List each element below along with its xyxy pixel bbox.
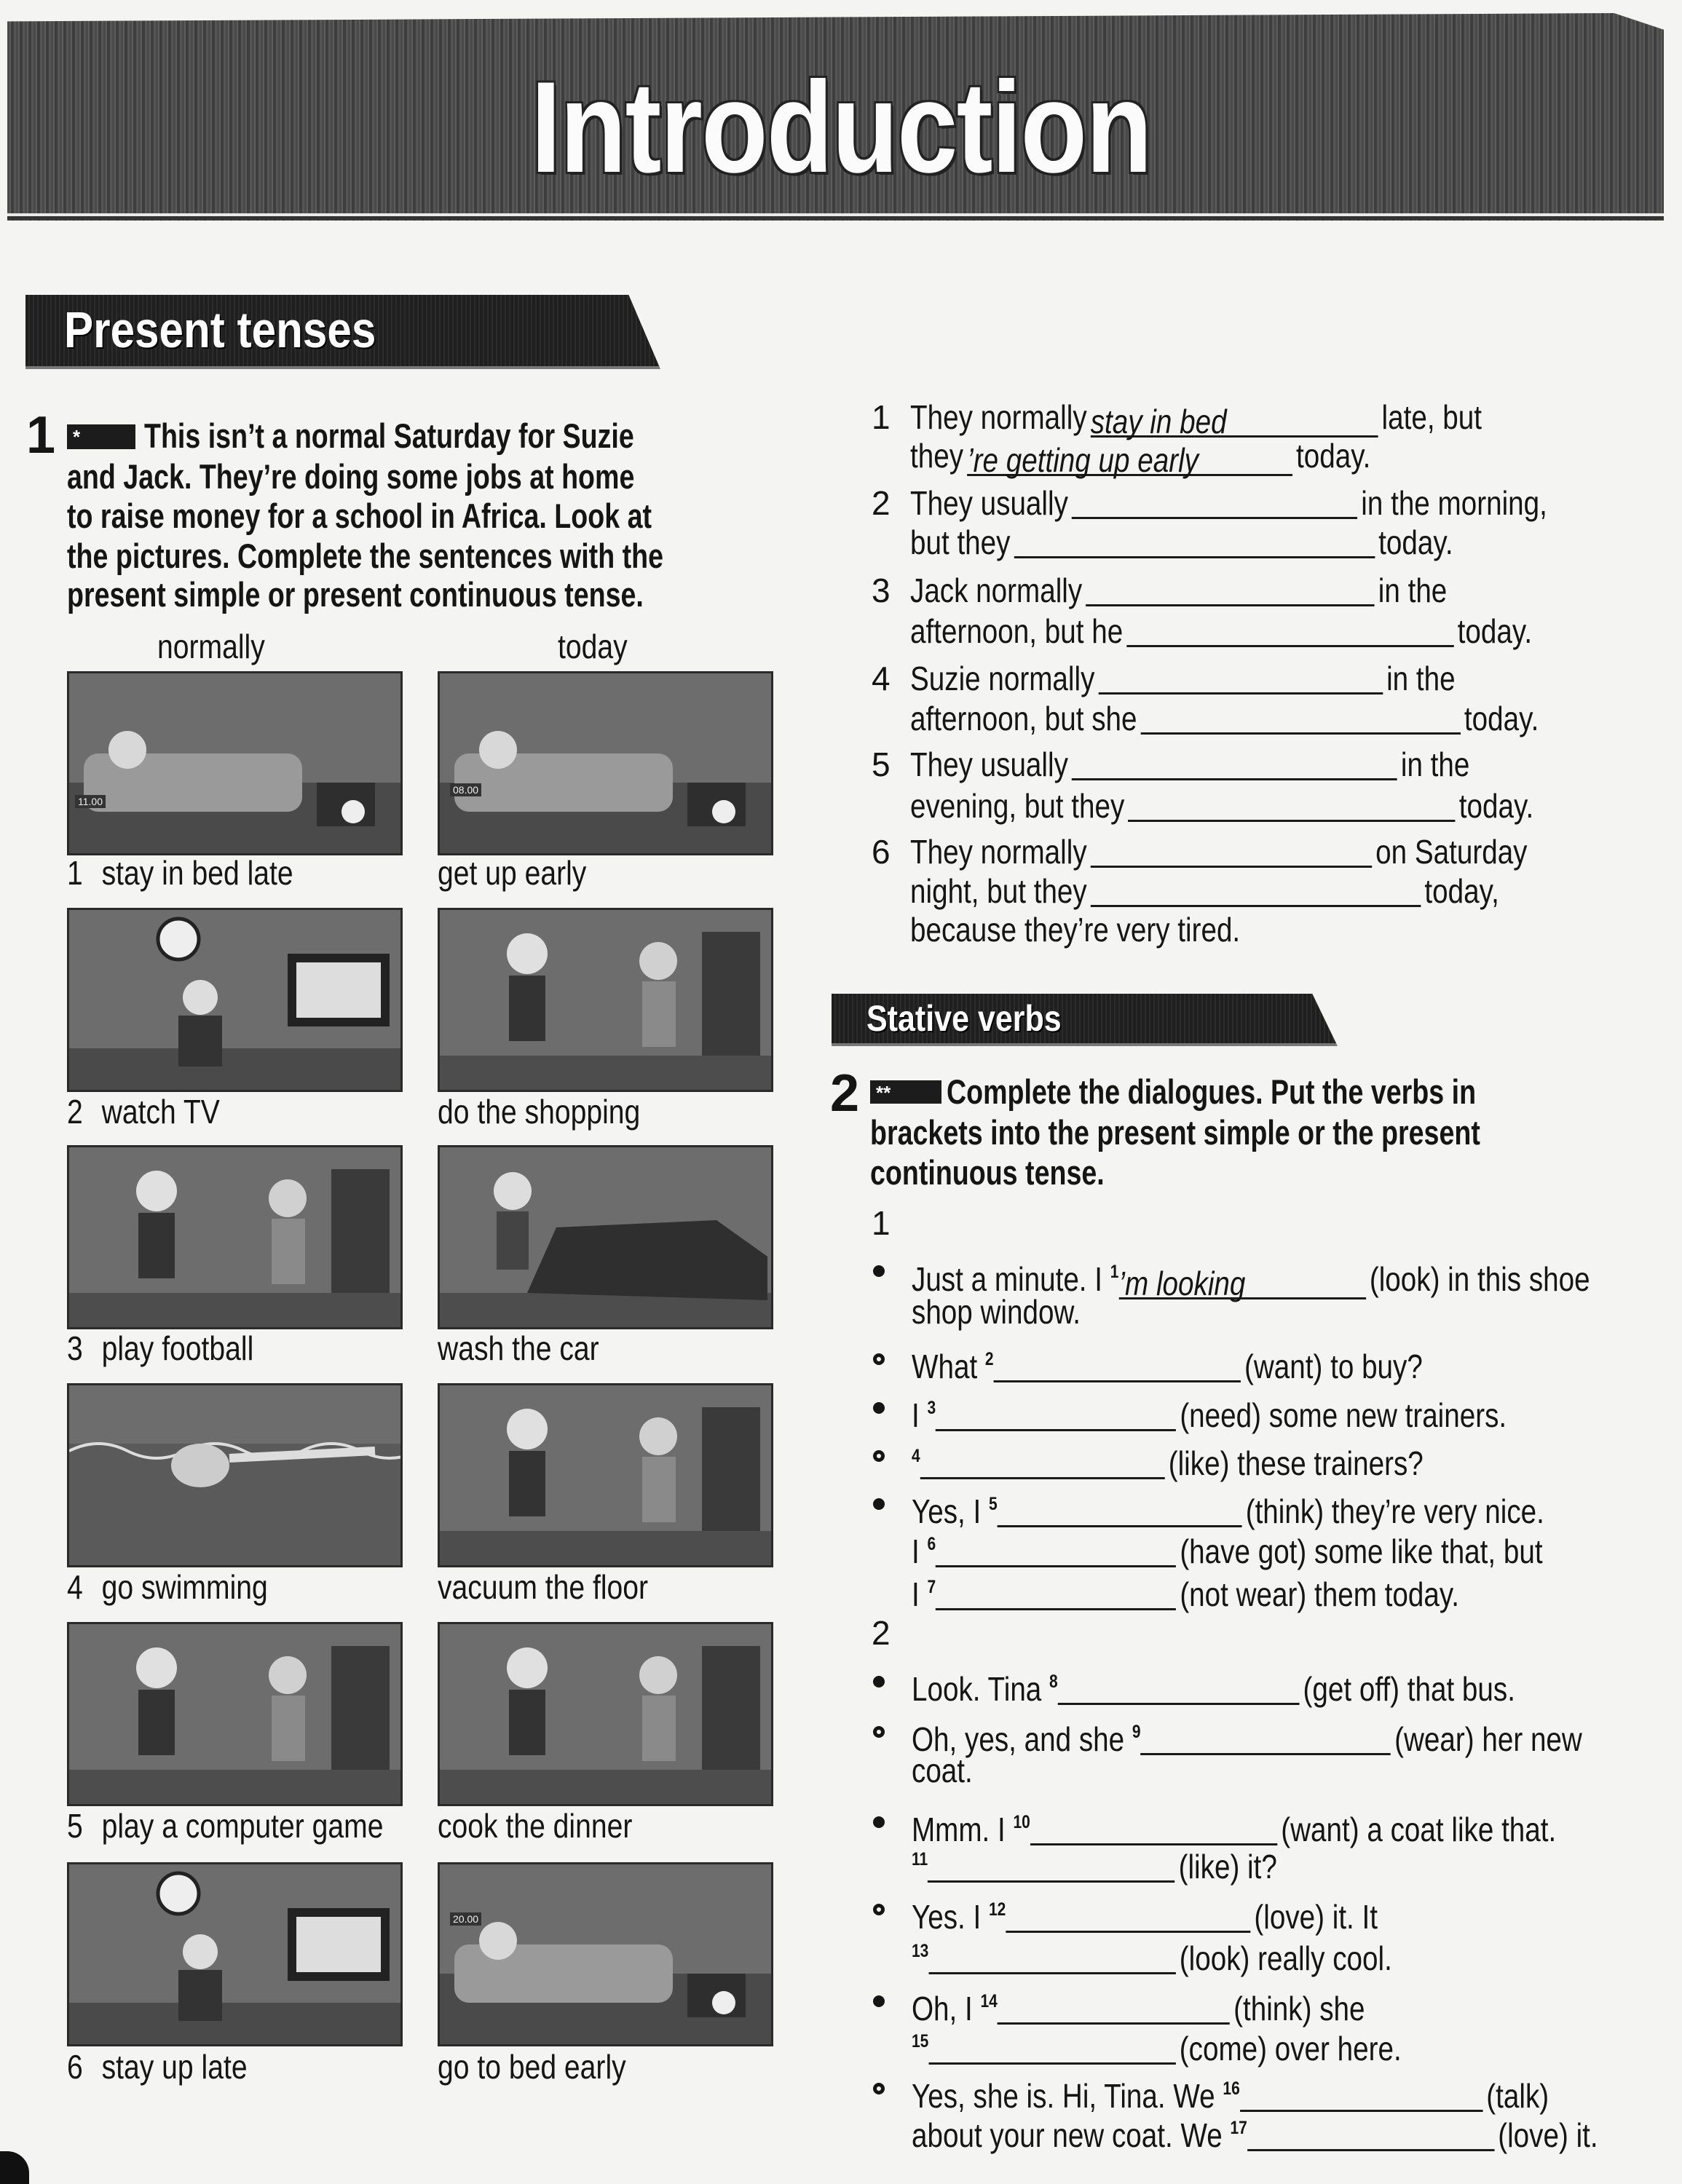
dialogue-line: $^4$ (like) these trainers? xyxy=(912,1444,1424,1482)
picture-cook-the-dinner xyxy=(438,1622,773,1806)
answer-blank[interactable] xyxy=(998,1494,1242,1527)
dialogue-line: Just a minute. I $^1$’m looking (look) in this shoe xyxy=(912,1260,1590,1302)
caption-number: 2 xyxy=(67,1093,83,1131)
picture-watch-tv xyxy=(67,908,403,1092)
picture-caption xyxy=(67,1567,268,1607)
dialogue-line: $^{13}$ (look) really cool. xyxy=(912,1939,1392,1977)
answer-blank[interactable] xyxy=(1247,2118,1494,2151)
illustration-tv-icon xyxy=(69,910,403,1092)
stative-verbs-title: Stative verbs xyxy=(866,998,1062,1039)
sentence-number: 3 xyxy=(872,571,891,609)
illustration xyxy=(440,1864,771,2044)
picture-caption: cook the dinner xyxy=(438,1807,633,1845)
sentence-number: 4 xyxy=(872,660,891,697)
clock-time-label: 11.00 xyxy=(75,795,106,808)
picture-caption xyxy=(67,1091,220,1132)
dialogue-line: Mmm. I $^{10}$ (want) a coat like that. xyxy=(912,1811,1557,1848)
caption-text: stay in bed late xyxy=(101,854,293,892)
illustration-bed-icon xyxy=(69,673,403,855)
answer-blank[interactable] xyxy=(994,1349,1241,1382)
dialogue-line: I $^3$ (need) some new trainers. xyxy=(912,1396,1507,1434)
caption-text: play football xyxy=(101,1329,254,1367)
sentence-number: 6 xyxy=(872,833,891,871)
illustration-car-icon xyxy=(440,1147,773,1329)
answer-blank[interactable] xyxy=(1006,1899,1250,1933)
answer-blank[interactable] xyxy=(936,1534,1176,1567)
illustration xyxy=(69,1624,400,1804)
picture-caption: do the shopping xyxy=(438,1093,641,1131)
answer-blank[interactable] xyxy=(920,1446,1165,1479)
difficulty-badge xyxy=(67,424,135,449)
illustration-swim-icon xyxy=(69,1385,403,1567)
sentence-line: afternoon, but he today. xyxy=(910,612,1533,650)
illustration xyxy=(440,910,771,1090)
answer-blank[interactable] xyxy=(1141,701,1461,735)
illustration xyxy=(69,1385,400,1565)
caption-number: 1 xyxy=(67,854,83,892)
instruction-line: and Jack. They’re doing some jobs at home xyxy=(67,457,635,496)
answer-blank[interactable] xyxy=(1072,747,1397,780)
dialogue-line: What $^2$ (want) to buy? xyxy=(912,1348,1423,1385)
dialogue-line: Oh, I $^{14}$ (think) she xyxy=(912,1990,1365,2027)
speaker-a-bullet-icon xyxy=(873,1265,885,1277)
clock-time-label: 20.00 xyxy=(450,1912,481,1926)
answer-blank[interactable] xyxy=(1098,661,1383,695)
answer-blank[interactable]: ’m looking xyxy=(1118,1266,1365,1299)
picture-wash-the-car xyxy=(438,1145,773,1329)
caption-text: stay up late xyxy=(101,2048,248,2086)
dialogue-label: 1 xyxy=(872,1204,891,1242)
picture-get-up-early xyxy=(438,671,773,855)
picture-caption: wash the car xyxy=(438,1329,599,1367)
answer-blank[interactable] xyxy=(1128,788,1455,822)
illustration-person-icon xyxy=(440,1624,773,1806)
star-icon: * xyxy=(73,426,81,448)
dialogue-line: $^{15}$ (come) over here. xyxy=(912,2030,1402,2068)
answer-blank[interactable] xyxy=(1091,874,1421,907)
speaker-b-bullet-icon xyxy=(873,1450,885,1462)
sentence-number: 5 xyxy=(872,745,891,783)
picture-vacuum-the-floor xyxy=(438,1383,773,1567)
exercise-2-number: 2 xyxy=(830,1064,860,1123)
sentence-line: but they today. xyxy=(910,523,1453,561)
sentence-line: They usually in the morning, xyxy=(910,484,1547,522)
illustration xyxy=(440,1385,771,1565)
answer-blank[interactable] xyxy=(936,1398,1176,1431)
picture-go-swimming xyxy=(67,1383,403,1567)
dialogue-line: Look. Tina $^8$ (get off) that bus. xyxy=(912,1670,1515,1708)
answer-blank[interactable] xyxy=(1091,834,1372,868)
illustration-person-icon xyxy=(440,910,773,1092)
illustration xyxy=(69,673,400,853)
picture-stay-in-bed-late xyxy=(67,671,403,855)
star-icon: ** xyxy=(876,1082,891,1104)
dialogue-line: coat. xyxy=(912,1752,973,1789)
caption-text: play a computer game xyxy=(101,1807,384,1845)
page-corner-tab xyxy=(0,2151,29,2184)
answer-blank[interactable] xyxy=(928,2031,1175,2065)
illustration-person-icon xyxy=(69,1624,403,1806)
speaker-a-bullet-icon xyxy=(873,1402,885,1414)
answer-blank[interactable] xyxy=(1086,573,1374,606)
sentence-line: because they’re very tired. xyxy=(910,911,1241,949)
sentence-line: Suzie normally in the xyxy=(910,660,1456,697)
answer-blank[interactable]: stay in bed xyxy=(1091,404,1378,438)
caption-text: watch TV xyxy=(101,1093,220,1131)
dialogue-line: Oh, yes, and she $^9$ (wear) her new xyxy=(912,1720,1582,1758)
instruction-line: present simple or present continuous tense. xyxy=(67,575,644,614)
page-title: Introduction xyxy=(531,55,1151,199)
dialogue-line: $^{11}$ (like) it? xyxy=(912,1848,1277,1886)
caption-number: 3 xyxy=(67,1329,83,1367)
sentence-line: They normally on Saturday xyxy=(910,833,1528,871)
dialogue-line: Yes. I $^{12}$ (love) it. It xyxy=(912,1898,1378,1936)
picture-caption xyxy=(67,2046,248,2087)
picture-caption: get up early xyxy=(438,854,587,892)
sentence-line: evening, but they today. xyxy=(910,787,1534,825)
sentence-line: Jack normally in the xyxy=(910,571,1448,609)
dialogue-label: 2 xyxy=(872,1614,891,1652)
instruction-line: the pictures. Complete the sentences with the xyxy=(67,537,664,575)
illustration xyxy=(69,1147,400,1327)
sentence-line: they ’re getting up early today. xyxy=(910,437,1371,479)
answer-blank[interactable] xyxy=(998,1991,1230,2025)
header-rule xyxy=(7,213,1664,220)
picture-caption xyxy=(67,1805,383,1846)
answer-blank[interactable] xyxy=(1126,614,1453,647)
illustration-bed-icon xyxy=(440,673,773,855)
picture-go-to-bed-early xyxy=(438,1862,773,2046)
speaker-b-bullet-icon xyxy=(873,1904,885,1915)
instruction-line: brackets into the present simple or the present xyxy=(870,1113,1480,1152)
column-heading-normally: normally xyxy=(157,628,265,665)
difficulty-badge xyxy=(870,1080,941,1104)
answer-blank[interactable] xyxy=(928,1941,1175,1974)
picture-play-a-computer-game xyxy=(67,1622,403,1806)
picture-play-football xyxy=(67,1145,403,1329)
answer-blank[interactable] xyxy=(1072,486,1357,519)
picture-caption: vacuum the floor xyxy=(438,1568,649,1606)
exercise-1-number: 1 xyxy=(26,406,56,464)
dialogue-line: about your new coat. We $^{17}$ (love) it. xyxy=(912,2116,1598,2154)
answer-blank[interactable] xyxy=(928,1849,1174,1883)
section-title: Present tenses xyxy=(64,301,376,358)
illustration xyxy=(440,1147,771,1327)
clock-time-label: 08.00 xyxy=(450,783,481,796)
illustration xyxy=(440,673,771,853)
illustration-bed-icon xyxy=(440,1864,773,2046)
caption-text: go swimming xyxy=(101,1568,268,1606)
speaker-b-bullet-icon xyxy=(873,1726,885,1738)
speaker-a-bullet-icon xyxy=(873,1676,885,1688)
illustration xyxy=(69,1864,400,2044)
sentence-line: afternoon, but she today. xyxy=(910,700,1539,737)
answer-blank[interactable] xyxy=(936,1577,1176,1610)
speaker-a-bullet-icon xyxy=(873,1498,885,1510)
dialogue-line: Yes, she is. Hi, Tina. We $^{16}$ (talk) xyxy=(912,2077,1549,2115)
caption-number: 4 xyxy=(67,1568,83,1606)
answer-blank[interactable]: ’re getting up early xyxy=(967,443,1292,476)
answer-blank[interactable] xyxy=(1141,1722,1391,1755)
speaker-b-bullet-icon xyxy=(873,2083,885,2094)
illustration-tv-icon xyxy=(69,1864,403,2046)
answer-blank[interactable] xyxy=(1058,1671,1300,1705)
sentence-line: They usually in the xyxy=(910,745,1470,783)
answer-blank[interactable] xyxy=(1014,525,1375,558)
caption-number: 5 xyxy=(67,1807,83,1845)
caption-number: 6 xyxy=(67,2048,83,2086)
column-heading-today: today xyxy=(558,628,628,665)
dialogue-line: I $^7$ (not wear) them today. xyxy=(912,1575,1460,1613)
dialogue-line: shop window. xyxy=(912,1293,1081,1331)
speaker-a-bullet-icon xyxy=(873,1995,885,2007)
illustration xyxy=(69,910,400,1090)
illustration-person-icon xyxy=(440,1385,773,1567)
picture-do-the-shopping xyxy=(438,908,773,1092)
picture-caption xyxy=(67,852,293,893)
speaker-b-bullet-icon xyxy=(873,1353,885,1365)
speaker-a-bullet-icon xyxy=(873,1816,885,1828)
picture-stay-up-late xyxy=(67,1862,403,2046)
sentence-line: night, but they today, xyxy=(910,872,1499,910)
sentence-line: They normally stay in bed late, but xyxy=(910,398,1482,440)
sentence-number: 1 xyxy=(872,398,891,436)
dialogue-line: Yes, I $^5$ (think) they’re very nice. xyxy=(912,1492,1544,1530)
illustration xyxy=(440,1624,771,1804)
instruction-line: to raise money for a school in Africa. Look at xyxy=(67,496,652,535)
instruction-line: Complete the dialogues. Put the verbs in xyxy=(947,1072,1477,1111)
picture-caption: go to bed early xyxy=(438,2048,626,2086)
picture-caption xyxy=(67,1328,253,1369)
sentence-number: 2 xyxy=(872,484,891,522)
instruction-line: This isn’t a normal Saturday for Suzie xyxy=(144,416,634,455)
illustration-person-icon xyxy=(69,1147,403,1329)
instruction-line: continuous tense. xyxy=(870,1153,1105,1192)
dialogue-line: I $^6$ (have got) some like that, but xyxy=(912,1532,1543,1570)
